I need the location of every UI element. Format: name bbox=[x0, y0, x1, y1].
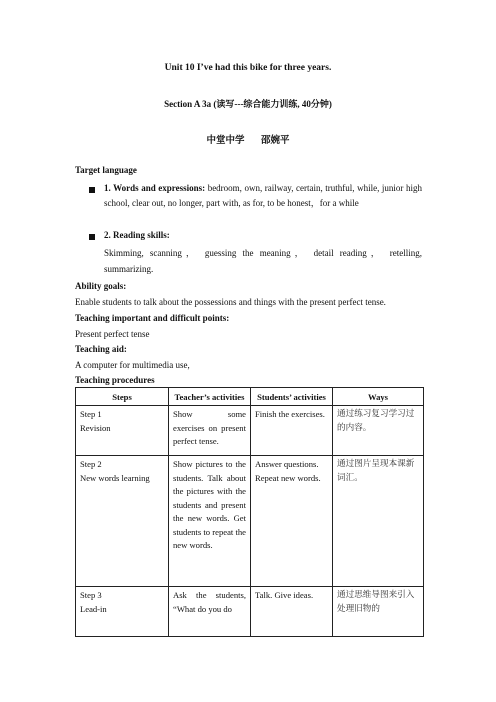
reading-skills-label: 2. Reading skills: bbox=[104, 230, 170, 240]
section-subtitle: Section A 3a (读写---综合能力训练, 40分钟) bbox=[164, 99, 332, 109]
teacher-activity-cell: Show pictures to the students. Talk about the pictures with the students and present the new words. Get students to repeat the new words. bbox=[169, 456, 251, 587]
school-name: 中堂中学 bbox=[206, 136, 245, 146]
important-points-heading: Teaching important and difficult points: bbox=[75, 313, 230, 323]
step-number: Step 1 bbox=[80, 409, 102, 419]
table-header-row bbox=[76, 388, 424, 406]
lesson-title: Unit 10 I’ve had this bike for three years. bbox=[164, 63, 332, 73]
step-name: New words learning bbox=[80, 472, 150, 483]
ways-cell: 通过思维导图来引入处理旧物的 bbox=[333, 587, 424, 637]
author-line bbox=[0, 132, 496, 146]
teacher-activity-cell: Show some exercises on present perfect tense. bbox=[169, 406, 251, 456]
student-activity-cell: Talk. Give ideas. bbox=[251, 587, 333, 637]
procedures-table bbox=[75, 387, 424, 637]
col-header-students: Students’ activities bbox=[251, 388, 333, 406]
reading-skills-line1: Skimming, scanning， guessing the meaning， detail reading， retelling, bbox=[104, 248, 422, 258]
teaching-aid-text: A computer for multimedia use, bbox=[75, 360, 190, 370]
student-activity-cell: Finish the exercises. bbox=[251, 406, 333, 456]
teacher-activity-cell: Ask the students, “What do you do bbox=[169, 587, 251, 637]
teaching-aid-heading: Teaching aid: bbox=[75, 344, 127, 354]
step-number: Step 3 bbox=[80, 590, 102, 600]
step-number: Step 2 bbox=[80, 459, 102, 469]
important-points-text: Present perfect tense bbox=[75, 329, 150, 339]
step-cell bbox=[76, 587, 169, 637]
ability-goals-text: Enable students to talk about the possessions and things with the present perfect tense. bbox=[75, 297, 386, 307]
step-cell bbox=[76, 456, 169, 587]
words-expressions bbox=[104, 181, 422, 211]
step-name: Lead-in bbox=[80, 603, 107, 614]
ability-goals-heading: Ability goals: bbox=[75, 281, 127, 291]
col-header-ways: Ways bbox=[333, 388, 424, 406]
col-header-teacher: Teacher’s activities bbox=[169, 388, 251, 406]
ways-cell: 通过图片呈现本课新词汇。 bbox=[333, 456, 424, 587]
table-row bbox=[76, 456, 424, 587]
procedures-heading: Teaching procedures bbox=[75, 375, 155, 385]
ways-cell: 通过练习复习学习过的内容。 bbox=[333, 406, 424, 456]
words-expressions-label: 1. Words and expressions: bbox=[104, 183, 206, 193]
step-name: Revision bbox=[80, 422, 111, 433]
col-header-steps: Steps bbox=[76, 388, 169, 406]
table-row bbox=[76, 587, 424, 637]
table-row bbox=[76, 406, 424, 456]
bullet-square-icon bbox=[89, 187, 95, 193]
target-language-heading: Target language bbox=[75, 165, 137, 175]
words-expressions-text: bedroom, own, railway, certain, truthful, while, junior high school, clear out, no longer, part with, as for, to be honest，for a while bbox=[104, 183, 422, 208]
teacher-name: 邵婉平 bbox=[260, 136, 290, 146]
bullet-square-icon bbox=[89, 234, 95, 240]
step-cell bbox=[76, 406, 169, 456]
student-activity-cell: Answer questions. Repeat new words. bbox=[251, 456, 333, 587]
reading-skills-line2: summarizing. bbox=[104, 264, 154, 274]
